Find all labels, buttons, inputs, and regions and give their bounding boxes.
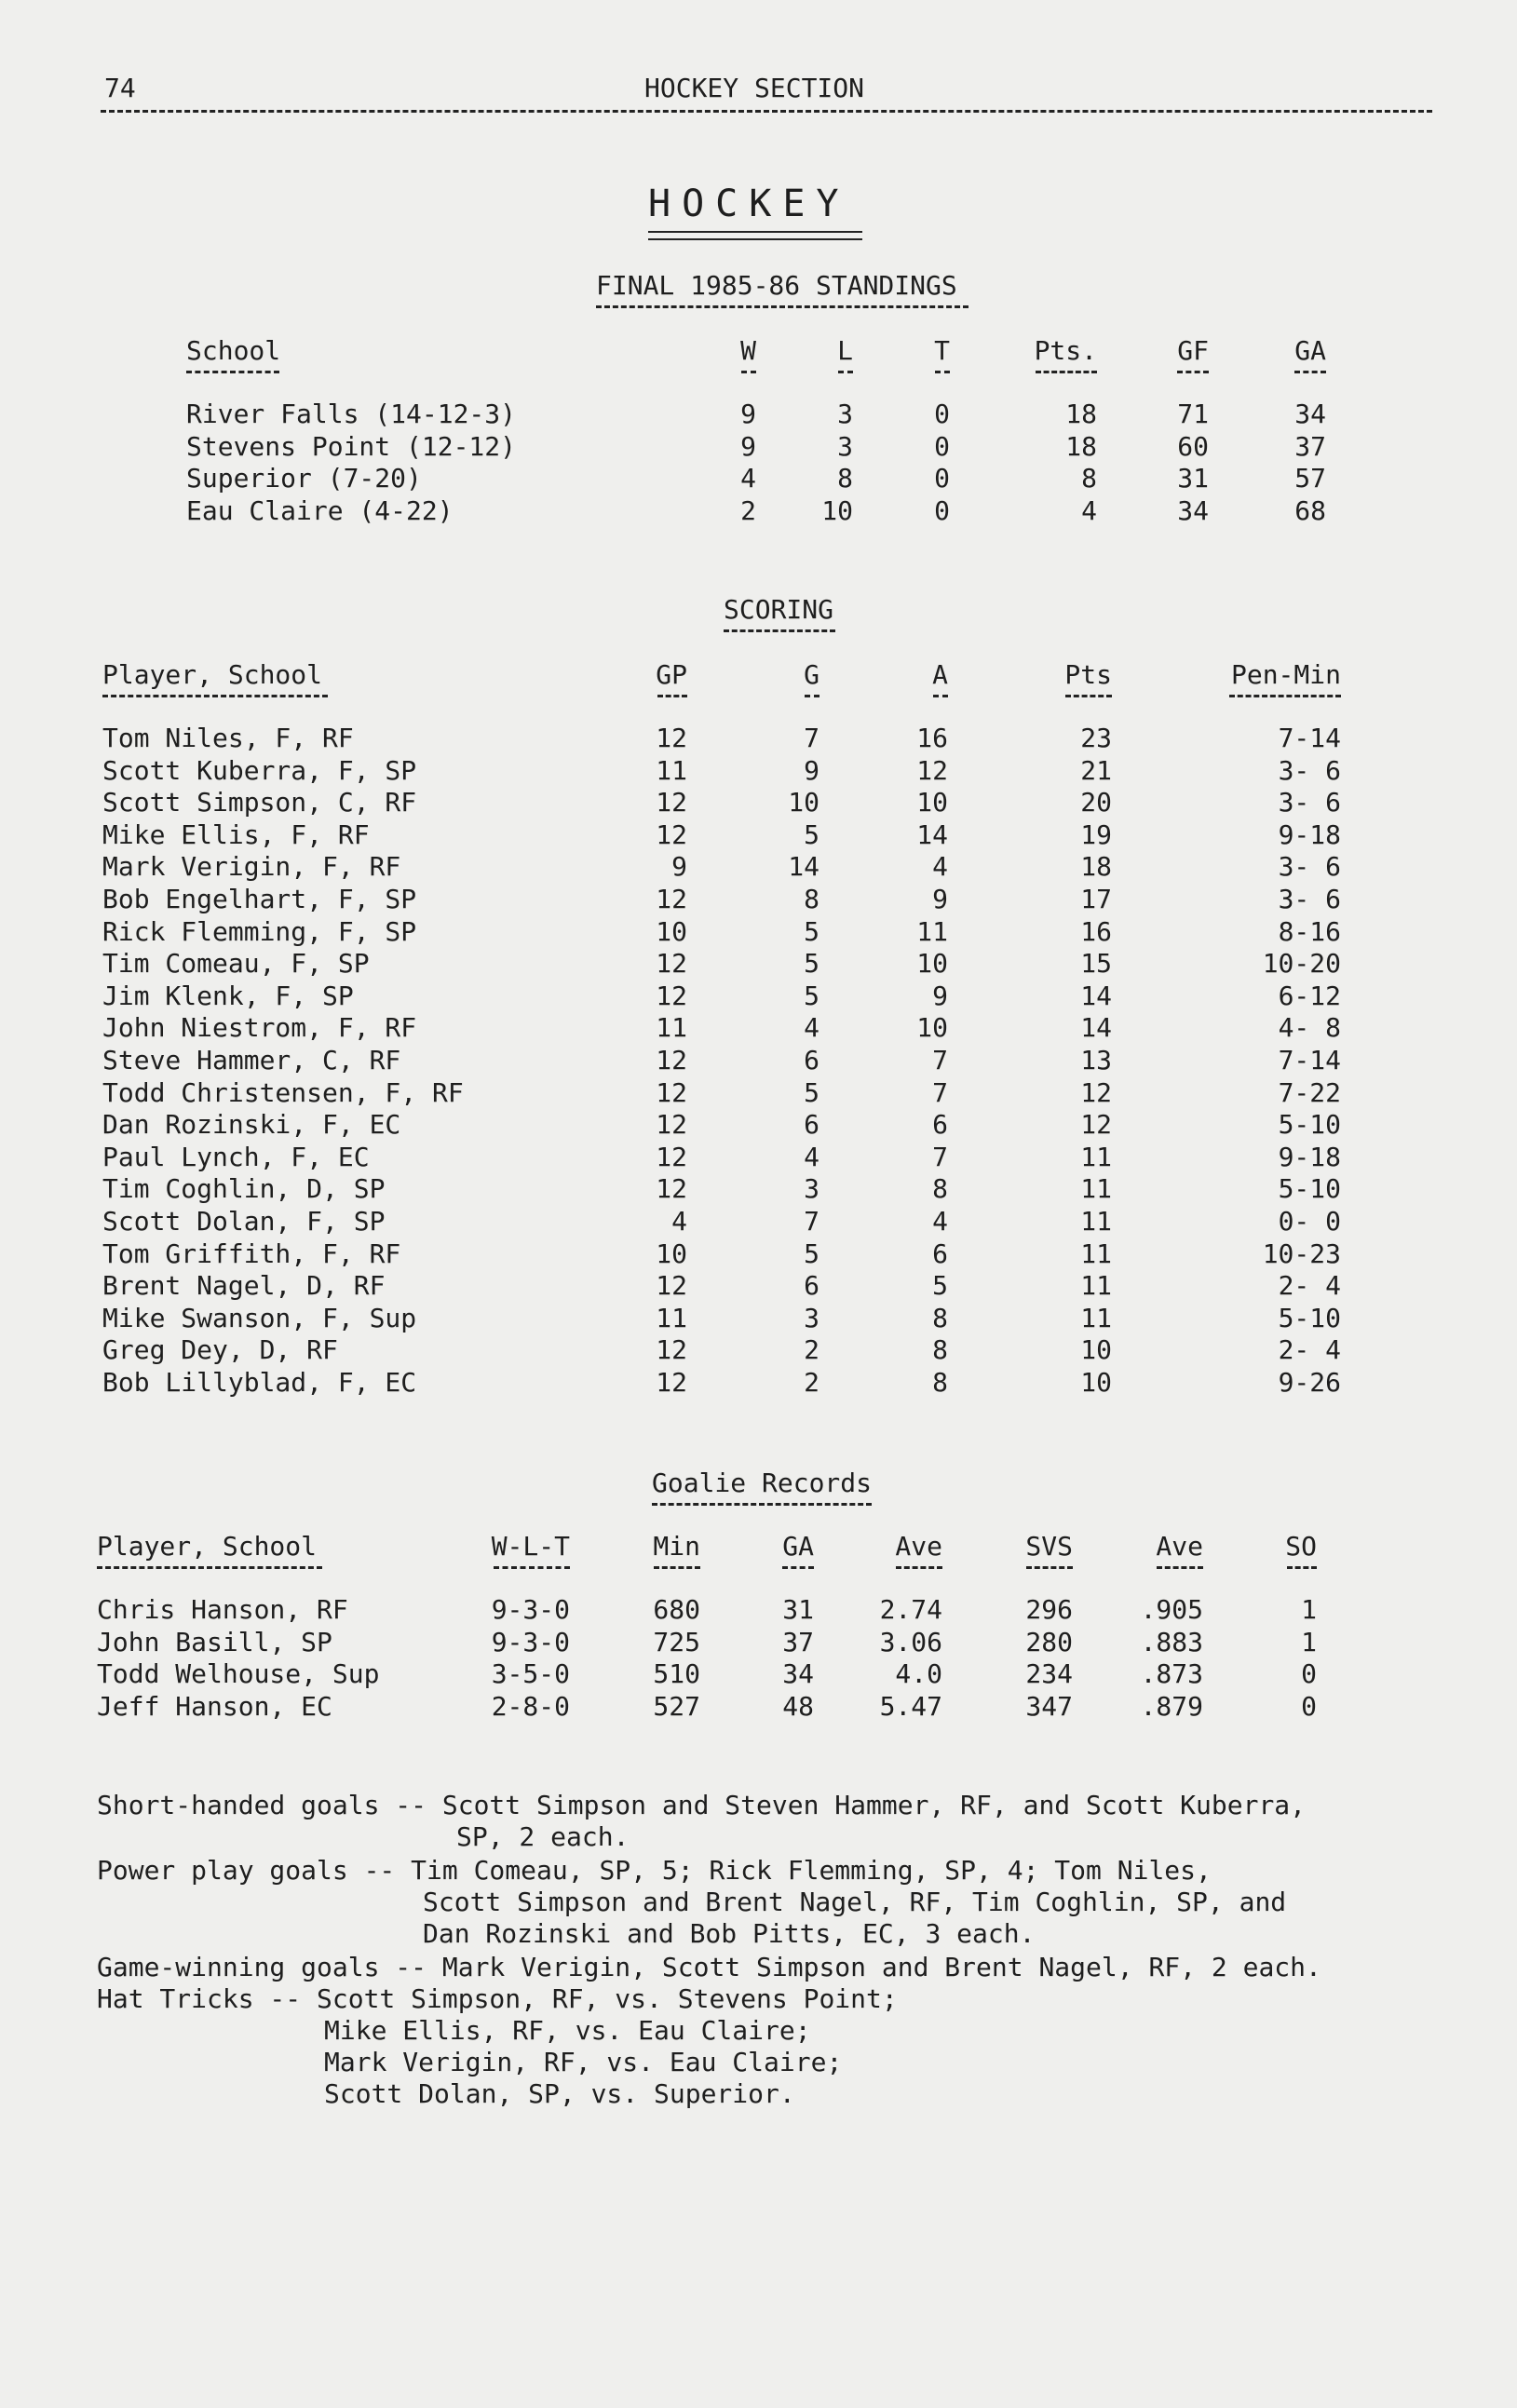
- goalies-row-2-cell-3: 34: [782, 1658, 814, 1690]
- goalie-title-rule: [652, 1503, 872, 1506]
- title-rule-1: [648, 231, 862, 233]
- scoring-row-10-cell-5: 7-14: [1278, 1045, 1341, 1075]
- goalies-row-3-cell-5: 347: [1025, 1690, 1073, 1722]
- scoring-row-5-cell-1: 12: [656, 884, 687, 914]
- standings-row-1-cell-2: 3: [837, 430, 853, 462]
- scoring-row-18-cell-1: 11: [656, 1302, 687, 1333]
- main-title: HOCKEY: [648, 183, 850, 225]
- goalies-row-1-cell-6: .883: [1140, 1626, 1203, 1657]
- scoring-row-10-cell-2: 6: [804, 1045, 819, 1075]
- scoring-row-18-cell-3: 8: [932, 1302, 948, 1333]
- standings-row-3-cell-4: 4: [1081, 494, 1097, 526]
- scoring-row-11-cell-4: 12: [1080, 1076, 1112, 1108]
- scoring-row-16-name: Tom Griffith, F, RF: [102, 1238, 401, 1269]
- scoring-row-2-cell-1: 12: [656, 787, 687, 818]
- standings-header-6: GA: [1294, 335, 1326, 366]
- standings-header-underline-4: [1036, 371, 1097, 373]
- scoring-row-12-cell-2: 6: [804, 1109, 819, 1141]
- goalies-row-1-cell-1: 9-3-0: [491, 1626, 570, 1657]
- goalies-row-0-cell-7: 1: [1301, 1594, 1317, 1625]
- scoring-row-1-cell-3: 12: [916, 754, 948, 786]
- standings-row-2-cell-1: 4: [740, 463, 756, 494]
- scoring-row-20-cell-3: 8: [932, 1367, 948, 1398]
- goalies-header-underline-7: [1287, 1566, 1317, 1569]
- scoring-row-20-cell-2: 2: [804, 1367, 819, 1398]
- scoring-row-10-name: Steve Hammer, C, RF: [102, 1045, 401, 1075]
- goalies-header-3: GA: [782, 1531, 814, 1562]
- standings-row-2-cell-5: 31: [1177, 463, 1209, 494]
- scoring-row-7-cell-3: 10: [916, 948, 948, 980]
- scoring-row-17-cell-1: 12: [656, 1270, 687, 1302]
- goalies-row-2-name: Todd Welhouse, Sup: [97, 1658, 380, 1690]
- scoring-row-9-cell-2: 4: [804, 1012, 819, 1044]
- scoring-row-10-cell-4: 13: [1080, 1045, 1112, 1075]
- goalies-row-0-cell-4: 2.74: [879, 1594, 942, 1625]
- standings-header-3: T: [934, 335, 950, 366]
- scoring-row-15-cell-2: 7: [804, 1206, 819, 1237]
- goalies-header-2: Min: [653, 1531, 700, 1562]
- scoring-row-13-cell-3: 7: [932, 1141, 948, 1172]
- scoring-row-1-name: Scott Kuberra, F, SP: [102, 754, 417, 786]
- scoring-row-6-cell-3: 11: [916, 915, 948, 947]
- scoring-row-7-cell-5: 10-20: [1262, 948, 1341, 980]
- standings-title-rule: [596, 305, 968, 308]
- scoring-row-10-cell-3: 7: [932, 1045, 948, 1075]
- standings-row-0-name: River Falls (14-12-3): [186, 399, 517, 429]
- scoring-header-2: G: [804, 659, 819, 690]
- scoring-row-4-cell-1: 9: [671, 851, 687, 883]
- goalies-row-3-cell-3: 48: [782, 1690, 814, 1722]
- goalies-header-underline-1: [494, 1566, 570, 1569]
- scoring-row-7-cell-1: 12: [656, 948, 687, 980]
- goalies-row-2-cell-5: 234: [1025, 1658, 1073, 1690]
- scoring-row-5-cell-2: 8: [804, 884, 819, 914]
- standings-row-0-cell-6: 34: [1294, 399, 1326, 429]
- standings-row-1-cell-6: 37: [1294, 430, 1326, 462]
- standings-row-3-cell-6: 68: [1294, 494, 1326, 526]
- scoring-header-underline-1: [657, 695, 687, 697]
- standings-header-2: L: [837, 335, 853, 366]
- scoring-row-12-cell-5: 5-10: [1278, 1109, 1341, 1141]
- scoring-row-15-cell-5: 0- 0: [1278, 1206, 1341, 1237]
- standings-row-2-name: Superior (7-20): [186, 463, 422, 494]
- page-number: 74: [104, 73, 136, 103]
- goalies-header-underline-5: [1026, 1566, 1073, 1569]
- scoring-title: SCORING: [724, 594, 834, 625]
- standings-row-2-cell-6: 57: [1294, 463, 1326, 494]
- header-rule: [101, 110, 1432, 113]
- scoring-row-3-cell-3: 14: [916, 818, 948, 850]
- standings-row-3-cell-3: 0: [934, 494, 950, 526]
- goalies-row-0-cell-3: 31: [782, 1594, 814, 1625]
- scoring-row-16-cell-5: 10-23: [1262, 1238, 1341, 1269]
- scoring-row-16-cell-2: 5: [804, 1238, 819, 1269]
- scoring-row-15-cell-4: 11: [1080, 1206, 1112, 1237]
- scoring-row-15-cell-1: 4: [671, 1206, 687, 1237]
- scoring-row-0-cell-3: 16: [916, 723, 948, 753]
- note-power-play-1: Power play goals -- Tim Comeau, SP, 5; Rick Flemming, SP, 4; Tom Niles,: [97, 1855, 1212, 1886]
- scoring-row-11-cell-2: 5: [804, 1076, 819, 1108]
- scoring-row-7-name: Tim Comeau, F, SP: [102, 948, 370, 980]
- goalies-row-1-name: John Basill, SP: [97, 1626, 332, 1657]
- scoring-header-4: Pts: [1064, 659, 1112, 690]
- goalies-row-3-cell-7: 0: [1301, 1690, 1317, 1722]
- goalies-header-6: Ave: [1156, 1531, 1203, 1562]
- standings-header-1: W: [740, 335, 756, 366]
- scoring-row-2-cell-5: 3- 6: [1278, 787, 1341, 818]
- scoring-row-9-name: John Niestrom, F, RF: [102, 1012, 417, 1044]
- scoring-row-17-cell-5: 2- 4: [1278, 1270, 1341, 1302]
- scoring-row-14-cell-4: 11: [1080, 1173, 1112, 1205]
- goalies-header-underline-4: [896, 1566, 942, 1569]
- scoring-row-13-cell-5: 9-18: [1278, 1141, 1341, 1172]
- scoring-header-1: GP: [656, 659, 687, 690]
- standings-header-underline-0: [186, 371, 279, 373]
- scoring-row-20-cell-1: 12: [656, 1367, 687, 1398]
- scoring-row-5-cell-5: 3- 6: [1278, 884, 1341, 914]
- scoring-row-1-cell-2: 9: [804, 754, 819, 786]
- scoring-row-3-cell-5: 9-18: [1278, 818, 1341, 850]
- scoring-row-11-cell-3: 7: [932, 1076, 948, 1108]
- scoring-row-19-cell-2: 2: [804, 1334, 819, 1366]
- goalies-row-0-cell-2: 680: [653, 1594, 700, 1625]
- scoring-row-16-cell-1: 10: [656, 1238, 687, 1269]
- section-title: HOCKEY SECTION: [644, 73, 865, 103]
- scoring-row-14-cell-5: 5-10: [1278, 1173, 1341, 1205]
- goalies-header-7: SO: [1285, 1531, 1317, 1562]
- scoring-row-7-cell-4: 15: [1080, 948, 1112, 980]
- scoring-row-8-cell-4: 14: [1080, 980, 1112, 1011]
- scoring-row-9-cell-4: 14: [1080, 1012, 1112, 1044]
- note-hat-tricks-1: Hat Tricks -- Scott Simpson, RF, vs. Stevens Point;: [97, 1983, 898, 2014]
- title-rule-2: [648, 238, 862, 240]
- scoring-row-5-name: Bob Engelhart, F, SP: [102, 884, 417, 914]
- goalies-row-3-cell-6: .879: [1140, 1690, 1203, 1722]
- scoring-row-11-cell-1: 12: [656, 1076, 687, 1108]
- scoring-row-12-cell-3: 6: [932, 1109, 948, 1141]
- scoring-row-15-name: Scott Dolan, F, SP: [102, 1206, 386, 1237]
- scoring-row-19-cell-1: 12: [656, 1334, 687, 1366]
- scoring-header-underline-4: [1065, 695, 1112, 697]
- scoring-row-2-name: Scott Simpson, C, RF: [102, 787, 417, 818]
- scoring-row-10-cell-1: 12: [656, 1045, 687, 1075]
- scoring-row-6-cell-4: 16: [1080, 915, 1112, 947]
- scoring-row-12-name: Dan Rozinski, F, EC: [102, 1109, 401, 1141]
- scoring-row-15-cell-3: 4: [932, 1206, 948, 1237]
- scoring-row-4-cell-2: 14: [788, 851, 819, 883]
- goalies-header-underline-0: [97, 1566, 322, 1569]
- standings-row-0-cell-5: 71: [1177, 399, 1209, 429]
- scoring-row-9-cell-1: 11: [656, 1012, 687, 1044]
- scoring-row-5-cell-3: 9: [932, 884, 948, 914]
- goalies-header-underline-3: [782, 1566, 814, 1569]
- note-power-play-3: Dan Rozinski and Bob Pitts, EC, 3 each.: [423, 1918, 1036, 1949]
- scoring-row-18-cell-5: 5-10: [1278, 1302, 1341, 1333]
- goalies-row-0-name: Chris Hanson, RF: [97, 1594, 348, 1625]
- scoring-header-3: A: [932, 659, 948, 690]
- scoring-row-1-cell-1: 11: [656, 754, 687, 786]
- scoring-row-20-name: Bob Lillyblad, F, EC: [102, 1367, 417, 1398]
- scoring-row-11-cell-5: 7-22: [1278, 1076, 1341, 1108]
- scoring-row-17-cell-3: 5: [932, 1270, 948, 1302]
- scoring-row-17-cell-4: 11: [1080, 1270, 1112, 1302]
- goalies-header-5: SVS: [1025, 1531, 1073, 1562]
- scoring-header-underline-2: [805, 695, 819, 697]
- scoring-row-19-cell-3: 8: [932, 1334, 948, 1366]
- scoring-header-underline-0: [102, 695, 328, 697]
- standings-row-2-cell-2: 8: [837, 463, 853, 494]
- goalies-row-1-cell-4: 3.06: [879, 1626, 942, 1657]
- goalies-row-2-cell-1: 3-5-0: [491, 1658, 570, 1690]
- goalies-row-1-cell-7: 1: [1301, 1626, 1317, 1657]
- goalies-row-0-cell-1: 9-3-0: [491, 1594, 570, 1625]
- scoring-row-2-cell-4: 20: [1080, 787, 1112, 818]
- goalies-header-underline-2: [654, 1566, 700, 1569]
- scoring-title-rule: [724, 629, 835, 632]
- scoring-row-19-name: Greg Dey, D, RF: [102, 1334, 338, 1366]
- goalies-row-3-cell-2: 527: [653, 1690, 700, 1722]
- scoring-row-0-cell-1: 12: [656, 723, 687, 753]
- standings-row-1-name: Stevens Point (12-12): [186, 430, 517, 462]
- goalies-row-2-cell-7: 0: [1301, 1658, 1317, 1690]
- scoring-row-3-cell-4: 19: [1080, 818, 1112, 850]
- standings-header-5: GF: [1177, 335, 1209, 366]
- scoring-row-0-name: Tom Niles, F, RF: [102, 723, 354, 753]
- standings-row-2-cell-4: 8: [1081, 463, 1097, 494]
- standings-row-0-cell-2: 3: [837, 399, 853, 429]
- scoring-row-8-name: Jim Klenk, F, SP: [102, 980, 354, 1011]
- scoring-row-14-cell-3: 8: [932, 1173, 948, 1205]
- note-hat-tricks-4: Scott Dolan, SP, vs. Superior.: [324, 2078, 795, 2109]
- scoring-row-12-cell-1: 12: [656, 1109, 687, 1141]
- scoring-row-12-cell-4: 12: [1080, 1109, 1112, 1141]
- scoring-row-4-cell-4: 18: [1080, 851, 1112, 883]
- goalies-row-1-cell-3: 37: [782, 1626, 814, 1657]
- goalies-row-3-name: Jeff Hanson, EC: [97, 1690, 332, 1722]
- scoring-row-3-name: Mike Ellis, F, RF: [102, 818, 370, 850]
- scoring-row-0-cell-4: 23: [1080, 723, 1112, 753]
- scoring-row-6-cell-5: 8-16: [1278, 915, 1341, 947]
- standings-row-1-cell-4: 18: [1065, 430, 1097, 462]
- standings-header-underline-6: [1294, 371, 1326, 373]
- note-hat-tricks-2: Mike Ellis, RF, vs. Eau Claire;: [324, 2015, 811, 2046]
- scoring-row-1-cell-4: 21: [1080, 754, 1112, 786]
- standings-header-4: Pts.: [1034, 335, 1097, 366]
- scoring-row-17-name: Brent Nagel, D, RF: [102, 1270, 386, 1302]
- scoring-row-13-name: Paul Lynch, F, EC: [102, 1141, 370, 1172]
- scoring-row-9-cell-3: 10: [916, 1012, 948, 1044]
- scoring-row-1-cell-5: 3- 6: [1278, 754, 1341, 786]
- goalies-row-0-cell-5: 296: [1025, 1594, 1073, 1625]
- standings-row-0-cell-1: 9: [740, 399, 756, 429]
- scoring-row-4-name: Mark Verigin, F, RF: [102, 851, 401, 883]
- standings-row-3-cell-5: 34: [1177, 494, 1209, 526]
- goalies-row-1-cell-2: 725: [653, 1626, 700, 1657]
- scoring-row-7-cell-2: 5: [804, 948, 819, 980]
- scoring-row-14-cell-2: 3: [804, 1173, 819, 1205]
- scoring-row-18-name: Mike Swanson, F, Sup: [102, 1302, 417, 1333]
- scoring-row-18-cell-2: 3: [804, 1302, 819, 1333]
- scoring-row-8-cell-1: 12: [656, 980, 687, 1011]
- scoring-row-13-cell-4: 11: [1080, 1141, 1112, 1172]
- goalies-header-1: W-L-T: [491, 1531, 570, 1562]
- note-game-winning: Game-winning goals -- Mark Verigin, Scott Simpson and Brent Nagel, RF, 2 each.: [97, 1952, 1321, 1982]
- standings-header-underline-1: [741, 371, 756, 373]
- standings-header-0: School: [186, 335, 281, 366]
- goalies-row-2-cell-6: .873: [1140, 1658, 1203, 1690]
- standings-row-3-cell-2: 10: [821, 494, 853, 526]
- scoring-row-19-cell-4: 10: [1080, 1334, 1112, 1366]
- goalies-row-2-cell-4: 4.0: [895, 1658, 942, 1690]
- scoring-row-13-cell-2: 4: [804, 1141, 819, 1172]
- standings-row-1-cell-5: 60: [1177, 430, 1209, 462]
- goalies-row-3-cell-1: 2-8-0: [491, 1690, 570, 1722]
- scoring-row-11-name: Todd Christensen, F, RF: [102, 1076, 464, 1108]
- standings-row-3-cell-1: 2: [740, 494, 756, 526]
- scoring-row-5-cell-4: 17: [1080, 884, 1112, 914]
- scoring-row-17-cell-2: 6: [804, 1270, 819, 1302]
- scoring-row-4-cell-3: 4: [932, 851, 948, 883]
- standings-header-underline-3: [935, 371, 950, 373]
- goalies-row-1-cell-5: 280: [1025, 1626, 1073, 1657]
- scoring-row-2-cell-3: 10: [916, 787, 948, 818]
- note-short-handed-1: Short-handed goals -- Scott Simpson and Steven Hammer, RF, and Scott Kuberra,: [97, 1790, 1307, 1820]
- standings-row-3-name: Eau Claire (4-22): [186, 494, 454, 526]
- note-short-handed-2: SP, 2 each.: [456, 1821, 630, 1852]
- scoring-row-14-name: Tim Coghlin, D, SP: [102, 1173, 386, 1205]
- scoring-row-0-cell-2: 7: [804, 723, 819, 753]
- scoring-row-6-name: Rick Flemming, F, SP: [102, 915, 417, 947]
- scoring-row-20-cell-5: 9-26: [1278, 1367, 1341, 1398]
- scoring-row-14-cell-1: 12: [656, 1173, 687, 1205]
- scoring-row-18-cell-4: 11: [1080, 1302, 1112, 1333]
- standings-row-0-cell-3: 0: [934, 399, 950, 429]
- scoring-row-4-cell-5: 3- 6: [1278, 851, 1341, 883]
- scoring-row-0-cell-5: 7-14: [1278, 723, 1341, 753]
- scoring-row-6-cell-2: 5: [804, 915, 819, 947]
- scoring-row-16-cell-3: 6: [932, 1238, 948, 1269]
- goalies-header-underline-6: [1157, 1566, 1203, 1569]
- scoring-row-20-cell-4: 10: [1080, 1367, 1112, 1398]
- note-hat-tricks-3: Mark Verigin, RF, vs. Eau Claire;: [324, 2047, 843, 2077]
- scoring-row-3-cell-2: 5: [804, 818, 819, 850]
- standings-header-underline-5: [1177, 371, 1209, 373]
- note-power-play-2: Scott Simpson and Brent Nagel, RF, Tim Coghlin, SP, and: [423, 1887, 1287, 1917]
- goalies-header-0: Player, School: [97, 1531, 318, 1562]
- scoring-header-0: Player, School: [102, 659, 323, 690]
- standings-header-underline-2: [838, 371, 853, 373]
- scoring-row-2-cell-2: 10: [788, 787, 819, 818]
- goalie-title: Goalie Records: [652, 1468, 873, 1498]
- scoring-header-5: Pen-Min: [1230, 659, 1341, 690]
- goalies-row-3-cell-4: 5.47: [879, 1690, 942, 1722]
- goalies-row-2-cell-2: 510: [653, 1658, 700, 1690]
- scoring-row-6-cell-1: 10: [656, 915, 687, 947]
- standings-row-2-cell-3: 0: [934, 463, 950, 494]
- goalies-row-0-cell-6: .905: [1140, 1594, 1203, 1625]
- scoring-row-8-cell-3: 9: [932, 980, 948, 1011]
- scoring-row-16-cell-4: 11: [1080, 1238, 1112, 1269]
- standings-row-1-cell-3: 0: [934, 430, 950, 462]
- goalies-header-4: Ave: [895, 1531, 942, 1562]
- scoring-row-3-cell-1: 12: [656, 818, 687, 850]
- scoring-header-underline-3: [933, 695, 948, 697]
- standings-row-0-cell-4: 18: [1065, 399, 1097, 429]
- standings-title: FINAL 1985-86 STANDINGS: [596, 270, 957, 301]
- scoring-row-19-cell-5: 2- 4: [1278, 1334, 1341, 1366]
- scoring-row-13-cell-1: 12: [656, 1141, 687, 1172]
- scoring-row-9-cell-5: 4- 8: [1278, 1012, 1341, 1044]
- scoring-row-8-cell-5: 6-12: [1278, 980, 1341, 1011]
- scoring-header-underline-5: [1229, 695, 1341, 697]
- standings-row-1-cell-1: 9: [740, 430, 756, 462]
- scoring-row-8-cell-2: 5: [804, 980, 819, 1011]
